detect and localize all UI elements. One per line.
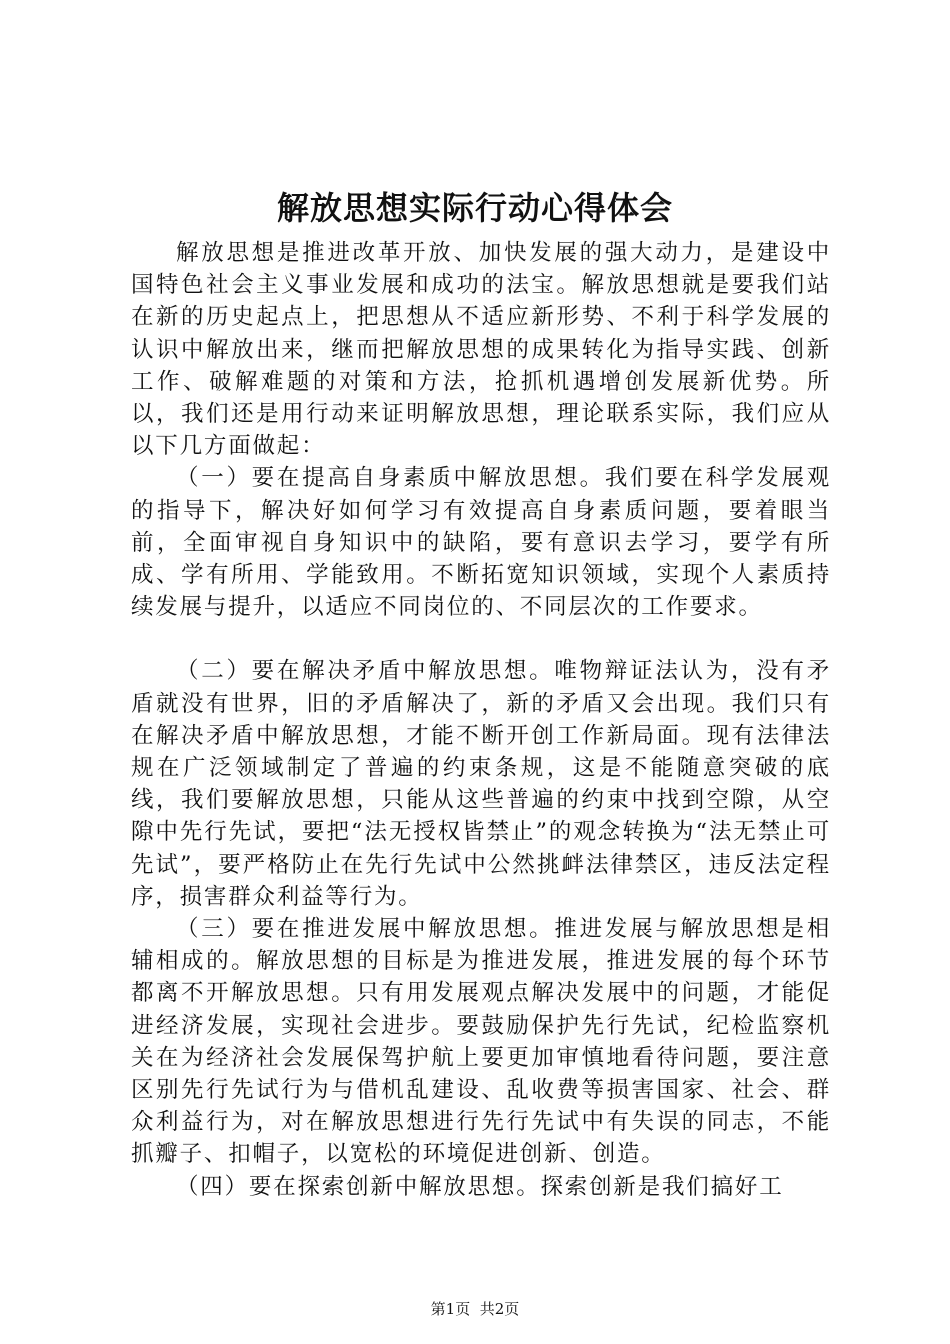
paragraph-point-4: （四）要在探索创新中解放思想。探索创新是我们搞好工 <box>176 1173 784 1200</box>
paragraph-point-3: （三）要在推进发展中解放思想。推进发展与解放思想是相辅相成的。解放思想的目标是为推进发展，推进发展的每个环节都离不开解放思想。只有用发展观点解决发展中的问题，才能促进经济发展，实现社会进步。要鼓励保护先行先试，纪检监察机关在为经济社会发展保驾护航上要更加审慎地看待问题，要注意区别先行先试行为与借机乱建设、乱收费等损害国家、社会、群众利益行为，对在解放思想进行先行先试中有失误的同志，不能抓瓣子、扣帽子，以宽松的环境促进创新、创造。 <box>131 916 831 1168</box>
page-footer <box>0 1299 950 1319</box>
page-number: 第1页 <box>430 1300 471 1318</box>
document-title: 解放思想实际行动心得体会 <box>276 189 673 227</box>
paragraph-point-2: （二）要在解决矛盾中解放思想。唯物辩证法认为，没有矛盾就没有世界，旧的矛盾解决了，新的矛盾又会出现。我们只有在解决矛盾中解放思想，才能不断开创工作新局面。现有法律法规在广泛领域制定了普遍的约束条规，这是不能随意突破的底线，我们要解放思想，只能从这些普遍的约束中找到空隙，从空隙中先行先试，要把“法无授权皆禁止”的观念转换为“法无禁止可先试”，要严格防止在先行先试中公然挑衅法律禁区，违反法定程序，损害群众利益等行为。 <box>131 658 831 910</box>
paragraph-point-1: （一）要在提高自身素质中解放思想。我们要在科学发展观的指导下，解决好如何学习有效提高自身素质问题，要着眼当前，全面审视自身知识中的缺陷，要有意识去学习，要学有所成、学有所用、学能致用。不断拓宽知识领域，实现个人素质持续发展与提升，以适应不同岗位的、不同层次的工作要求。 <box>131 465 831 621</box>
page-total: 共2页 <box>479 1300 520 1318</box>
footer-spacer <box>470 1300 480 1318</box>
paragraph-gap <box>131 623 831 655</box>
paragraph-intro: 解放思想是推进改革开放、加快发展的强大动力，是建设中国特色社会主义事业发展和成功的法宝。解放思想就是要我们站在新的历史起点上，把思想从不适应新形势、不利于科学发展的认识中解放出来，继而把解放思想的成果转化为指导实践、创新工作、破解难题的对策和方法，抢抓机遇增创发展新优势。所以，我们还是用行动来证明解放思想，理论联系实际，我们应从以下几方面做起： <box>131 240 831 460</box>
document-body <box>131 237 831 1203</box>
